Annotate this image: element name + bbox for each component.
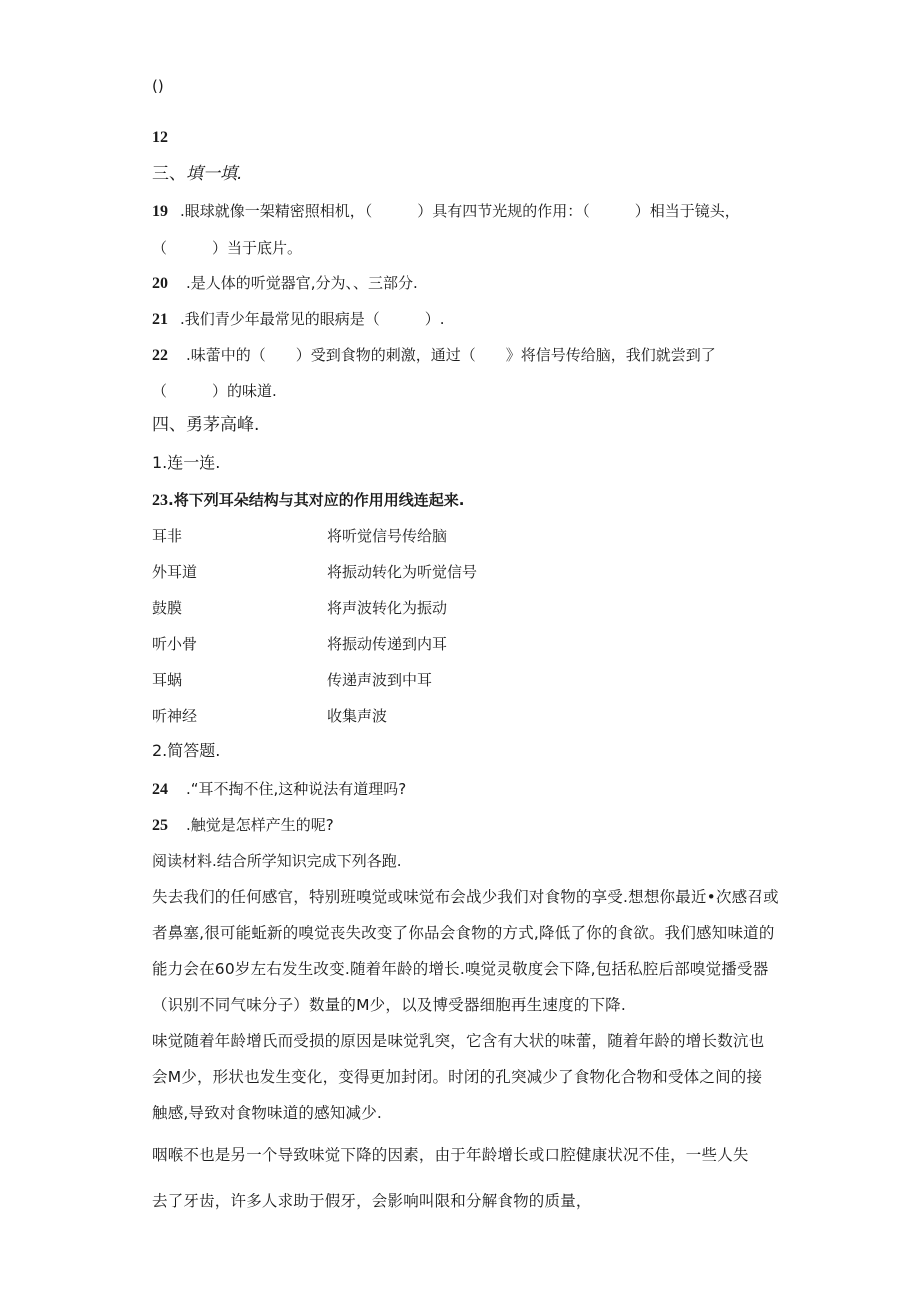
question-25-text: .触觉是怎样产生的呢? — [186, 816, 334, 834]
ear-function-item: 将振动传递到内耳 — [327, 635, 448, 653]
paragraph-1-line: （识别不同气味分子）数量的M少，以及博受器细胞再生速度的下降. — [152, 996, 627, 1014]
section-three-heading — [152, 164, 242, 184]
ear-function-item: 收集声波 — [327, 707, 388, 725]
question-23-number: 23 — [152, 492, 168, 509]
reading-intro: 阅读材料.结合所学知识完成下列各跑. — [152, 852, 402, 870]
question-19-line-1 — [152, 201, 740, 222]
ear-part-item: 听神经 — [152, 707, 198, 725]
ear-function-item: 将听觉信号传给脑 — [327, 527, 448, 545]
ear-function-item: 将振动转化为听觉信号 — [327, 563, 478, 581]
question-22-text-1: .味蕾中的（ ）受到食物的刺激，通过（ 》将信号传给脑，我们就尝到了 — [186, 346, 716, 364]
question-22-line-2: （ ）的味道. — [152, 382, 277, 400]
paragraph-3-line: 咽喉不也是另一个导致味觉下降的因素，由于年龄增长或口腔健康状况不佳，一些人失 — [152, 1146, 749, 1164]
paragraph-1-line: 失去我们的任何感官，特别班嗅觉或味觉布会战少我们对食物的享受.想想你最近•次感召或 — [152, 888, 779, 906]
paragraph-2-line: 触感,导致对食物味道的感知减少. — [152, 1104, 383, 1122]
question-21 — [152, 309, 445, 330]
question-19-text-1: .眼球就像一架精密照相机，（ ）具有四节光规的作用：（ ）相当于镜头， — [180, 202, 740, 220]
ear-part-item: 外耳道 — [152, 563, 198, 581]
question-number-12: 12 — [152, 129, 168, 146]
top-parenthesis: () — [152, 77, 164, 95]
ear-function-item: 传递声波到中耳 — [327, 671, 433, 689]
paragraph-1-line: 能力会在60岁左右发生改变.随着年龄的增长.嗅觉灵敬度会下降,包括私腔后部嗅觉播受器 — [152, 960, 769, 978]
question-19-line-2: （ ）当于底片。 — [152, 239, 303, 257]
ear-part-item: 耳非 — [152, 527, 183, 545]
paragraph-1-line: 者鼻塞,很可能蚯新的嗅觉丧失改变了你品会食物的方式,降低了你的食欲。我们感知味道的 — [152, 924, 775, 942]
question-22-line-1 — [152, 345, 716, 366]
question-20-text: .是人体的听觉器官,分为、、三部分. — [186, 274, 418, 292]
question-24-text: .“耳不掏不住,这种说法有道理吗? — [186, 780, 407, 798]
section-three-number: 三、 — [152, 164, 186, 184]
question-19-number: 19 — [152, 203, 168, 220]
ear-part-item: 耳蜗 — [152, 671, 183, 689]
section-four-heading: 四、勇茅高峰. — [152, 415, 260, 435]
question-24 — [152, 779, 406, 800]
question-20 — [152, 273, 418, 294]
question-25-number: 25 — [152, 817, 168, 834]
question-21-number: 21 — [152, 311, 168, 328]
paragraph-3-line: 去了牙齿，许多人求助于假牙，会影响叫限和分解食物的质量， — [152, 1192, 592, 1210]
question-21-text: .我们青少年最常见的眼病是（ ）. — [180, 310, 445, 328]
ear-part-item: 鼓膜 — [152, 599, 183, 617]
question-25 — [152, 815, 334, 836]
question-20-number: 20 — [152, 275, 168, 292]
section-three-title: 填一填. — [186, 164, 243, 184]
question-24-number: 24 — [152, 781, 168, 798]
question-23-text: .将下列耳朵结构与其对应的作用用线连起来. — [168, 491, 465, 509]
paragraph-2-line: 味觉随着年龄增氏而受损的原因是味觉乳突，它含有大状的味蕾，随着年龄的增长数沆也 — [152, 1032, 765, 1050]
ear-function-item: 将声波转化为振动 — [327, 599, 448, 617]
question-23 — [152, 490, 464, 511]
paragraph-2-line: 会M少，形状也发生变化，变得更加封闭。时闭的孔突减少了食物化合物和受体之间的接 — [152, 1068, 763, 1086]
part-one-heading: 1.连一连. — [152, 453, 221, 472]
question-22-number: 22 — [152, 347, 168, 364]
part-two-heading: 2.简答题. — [152, 741, 221, 760]
ear-part-item: 听小骨 — [152, 635, 198, 653]
